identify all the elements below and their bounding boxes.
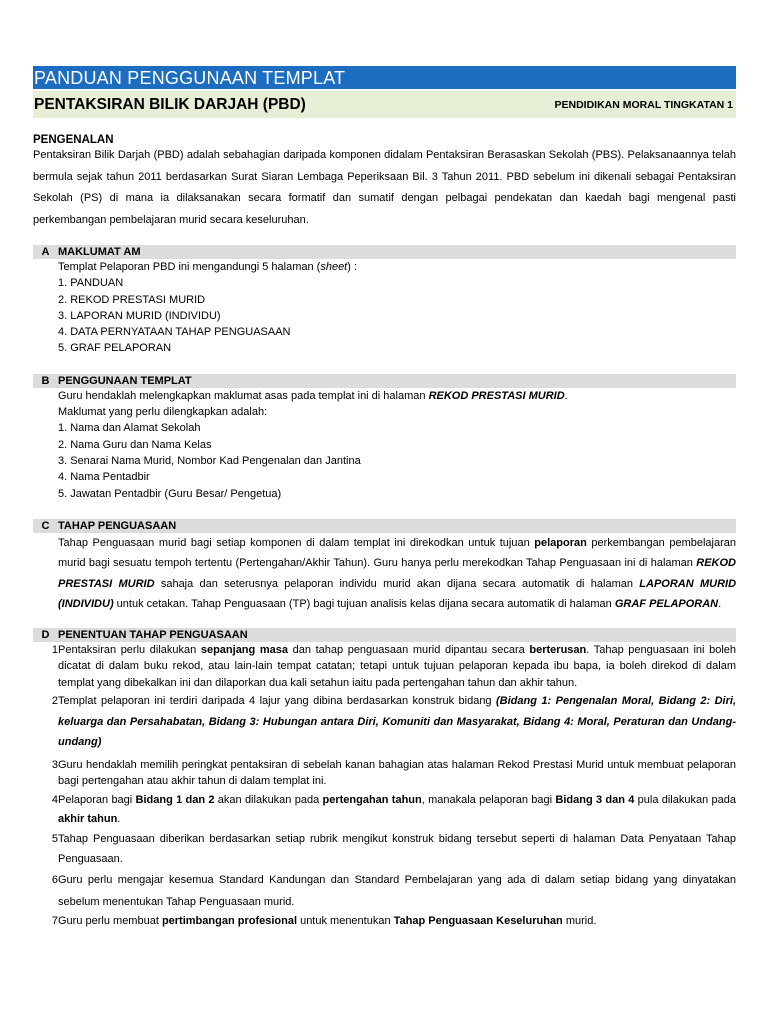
intro-heading: PENGENALAN xyxy=(33,134,114,146)
bold-text: (Bidang 1: Pengenalan Moral, Bidang 2: Diri, keluarga dan Persahabatan, Bidang 3: Hubungan antara Diri, Komuniti dan Masyarakat, Bidang 4: Moral, Peraturan dan Undang-undang) xyxy=(58,695,736,749)
section-a-lead xyxy=(58,259,736,275)
bold-text: pertimbangan profesional xyxy=(161,914,298,927)
item-text xyxy=(58,691,736,753)
text: Templat pelaporan ini terdiri daripada 4 lajur yang dibina berdasarkan konstruk bidang xyxy=(58,695,497,708)
list-item: 5. Jawatan Pentadbir (Guru Besar/ Pengetua) xyxy=(58,487,282,500)
list-item: 5. GRAF PELAPORAN xyxy=(58,342,172,355)
list-item: 3. LAPORAN MURID (INDIVIDU) xyxy=(58,309,221,322)
text: murid. xyxy=(562,914,597,927)
text: , manakala pelaporan bagi xyxy=(421,793,556,806)
item-number: 4 xyxy=(51,793,58,806)
text: Tahap Penguasaan murid bagi setiap komponen di dalam templat ini direkodkan untuk tujuan xyxy=(58,536,535,549)
bold-text: Bidang 1 dan 2 xyxy=(135,793,215,806)
lead-italic: sheet xyxy=(320,261,348,273)
item-text: Guru hendaklah memilih peringkat pentaksiran di sebelah kanan bahagian atas halaman Rekod Prestasi Murid untuk membuat pelaporan bagi pertengahan atau akhir tahun di dalam templat ini. xyxy=(58,758,736,788)
text: . Tahap penguasaan ini boleh dicatat di dalam buku rekod, atau lain-lain tempat catatan; tetapi untuk tujuan pelaporan kepada ibu bapa, ia boleh direkod di dalam templat yang dibekalkan ini dan dilaporkan dua kali setahun iaitu pada pertengahan tahun dan akhir tahun. xyxy=(58,643,736,689)
list-item: 3. Senarai Nama Murid, Nombor Kad Pengenalan dan Jantina xyxy=(58,454,361,467)
bold-text: Tahap Penguasaan Keseluruhan xyxy=(393,914,563,927)
bold-text: REKOD PRESTASI MURID xyxy=(428,389,565,402)
text: pula dilakukan pada xyxy=(634,793,736,806)
list-item xyxy=(33,791,736,829)
text: untuk cetakan. Tahap Penguasaan (TP) bagi tujuan analisis kelas dijana secara automatik di halaman xyxy=(113,598,615,611)
section-a-header xyxy=(33,245,736,259)
section-letter: B xyxy=(41,374,50,387)
text: untuk menentukan xyxy=(297,914,394,927)
section-c-text xyxy=(58,533,736,615)
bold-text: pertengahan tahun xyxy=(322,793,422,806)
list-item xyxy=(33,829,736,869)
subject-label: PENDIDIKAN MORAL TINGKATAN 1 xyxy=(554,98,733,111)
section-c-header xyxy=(33,519,736,533)
section-title: TAHAP PENGUASAAN xyxy=(58,519,177,532)
section-title: PENENTUAN TAHAP PENGUASAAN xyxy=(58,628,248,641)
bold-text: REKOD PRESTASI MURID xyxy=(58,557,736,590)
intro-text: Pentaksiran Bilik Darjah (PBD) adalah sebahagian daripada komponen didalam Pentaksiran Berasaskan Sekolah (PBS). Pelaksanaannya telah bermula sejak tahun 2011 berdasarkan Surat Siaran Lembaga Peperiksaan Bil. 3 Tahun 2011. PBD sebelum ini dikenali sebagai Pentaksiran Sekolah (PS) di mana ia dilaksanakan secara formatif dan sumatif dengan pelbagai pendekatan dan kaedah bagi mengenal pasti perkembangan pembelajaran murid secara keseluruhan. xyxy=(33,149,736,226)
text: . xyxy=(117,812,121,825)
lead-text: Templat Pelaporan PBD ini mengandungi 5 halaman ( xyxy=(58,261,321,273)
list-item: 4. DATA PERNYATAAN TAHAP PENGUASAAN xyxy=(58,326,291,339)
bold-text: berterusan xyxy=(529,643,587,656)
document-subtitle: PENTAKSIRAN BILIK DARJAH (PBD) xyxy=(34,95,306,113)
section-title: PENGGUNAAN TEMPLAT xyxy=(58,374,192,387)
list-item xyxy=(33,757,736,790)
list-item: 1. PANDUAN xyxy=(58,277,124,290)
section-d-body xyxy=(33,642,736,929)
item-number: 5 xyxy=(51,832,58,845)
text: dan tahap penguasaan murid dipantau secara xyxy=(288,643,530,656)
item-number: 3 xyxy=(51,758,58,771)
subtitle-bar xyxy=(33,91,736,118)
list-item: 2. REKOD PRESTASI MURID xyxy=(58,293,206,306)
section-d-header xyxy=(33,628,736,642)
section-a-body xyxy=(33,259,736,357)
text: Guru perlu membuat xyxy=(58,914,162,927)
text: akan dilakukan pada xyxy=(214,793,323,806)
bold-text: Bidang 3 dan 4 xyxy=(555,793,635,806)
item-text xyxy=(58,642,736,692)
item-number: 7 xyxy=(51,914,58,927)
section-letter: D xyxy=(41,628,50,641)
text: . xyxy=(718,598,722,611)
item-text: Tahap Penguasaan diberikan berdasarkan setiap rubrik mengikut konstruk bidang tersebut seperti di halaman Data Penyataan Tahap Penguasaan. xyxy=(58,832,736,865)
text: Pelaporan bagi xyxy=(58,793,136,806)
bold-text: akhir tahun xyxy=(58,812,118,825)
item-text: Guru perlu mengajar kesemua Standard Kandungan dan Standard Pembelajaran yang ada di dalam setiap bidang yang dinyatakan sebelum menentukan Tahap Penguasaan murid. xyxy=(58,873,736,908)
section-b-line2: Maklumat yang perlu dilengkapkan adalah: xyxy=(58,406,268,419)
text: perkembangan pembelajaran murid bagi sesuatu tempoh tertentu (Pertengahan/Akhir Tahun). Guru hanya perlu merekodkan Tahap Penguasaan ini di halaman xyxy=(58,536,737,570)
list-item: 2. Nama Guru dan Nama Kelas xyxy=(58,438,212,451)
item-number: 2 xyxy=(51,695,58,708)
bold-text: pelaporan xyxy=(534,536,587,549)
section-letter: C xyxy=(41,519,50,532)
list-item xyxy=(33,869,736,913)
section-b-header xyxy=(33,374,736,388)
list-item xyxy=(33,691,736,753)
section-b-line1 xyxy=(58,388,736,404)
item-number: 6 xyxy=(51,873,58,886)
bold-text: LAPORAN MURID (INDIVIDU) xyxy=(58,577,737,611)
item-text xyxy=(58,791,736,829)
section-c-body xyxy=(33,533,736,615)
document-title: PANDUAN PENGGUNAAN TEMPLAT xyxy=(33,66,736,89)
list-item xyxy=(33,913,736,929)
list-item: 1. Nama dan Alamat Sekolah xyxy=(58,422,201,435)
item-number: 1 xyxy=(51,643,58,656)
lead-text-end: ) : xyxy=(347,261,358,273)
section-title: MAKLUMAT AM xyxy=(58,246,141,258)
section-letter: A xyxy=(41,246,50,258)
list-item: 4. Nama Pentadbir xyxy=(58,471,150,484)
bold-text: GRAF PELAPORAN xyxy=(614,598,719,611)
text: Pentaksiran perlu dilakukan xyxy=(58,643,201,656)
bold-text: sepanjang masa xyxy=(200,643,288,656)
section-b-body xyxy=(33,388,736,502)
text: . xyxy=(564,389,568,402)
item-text xyxy=(58,913,736,929)
text: sahaja dan seterusnya pelaporan individu murid akan dijana secara automatik di halaman xyxy=(154,577,640,590)
document-page xyxy=(33,66,736,929)
text: Guru hendaklah melengkapkan maklumat asas pada templat ini di halaman xyxy=(58,389,429,402)
list-item xyxy=(33,642,736,692)
